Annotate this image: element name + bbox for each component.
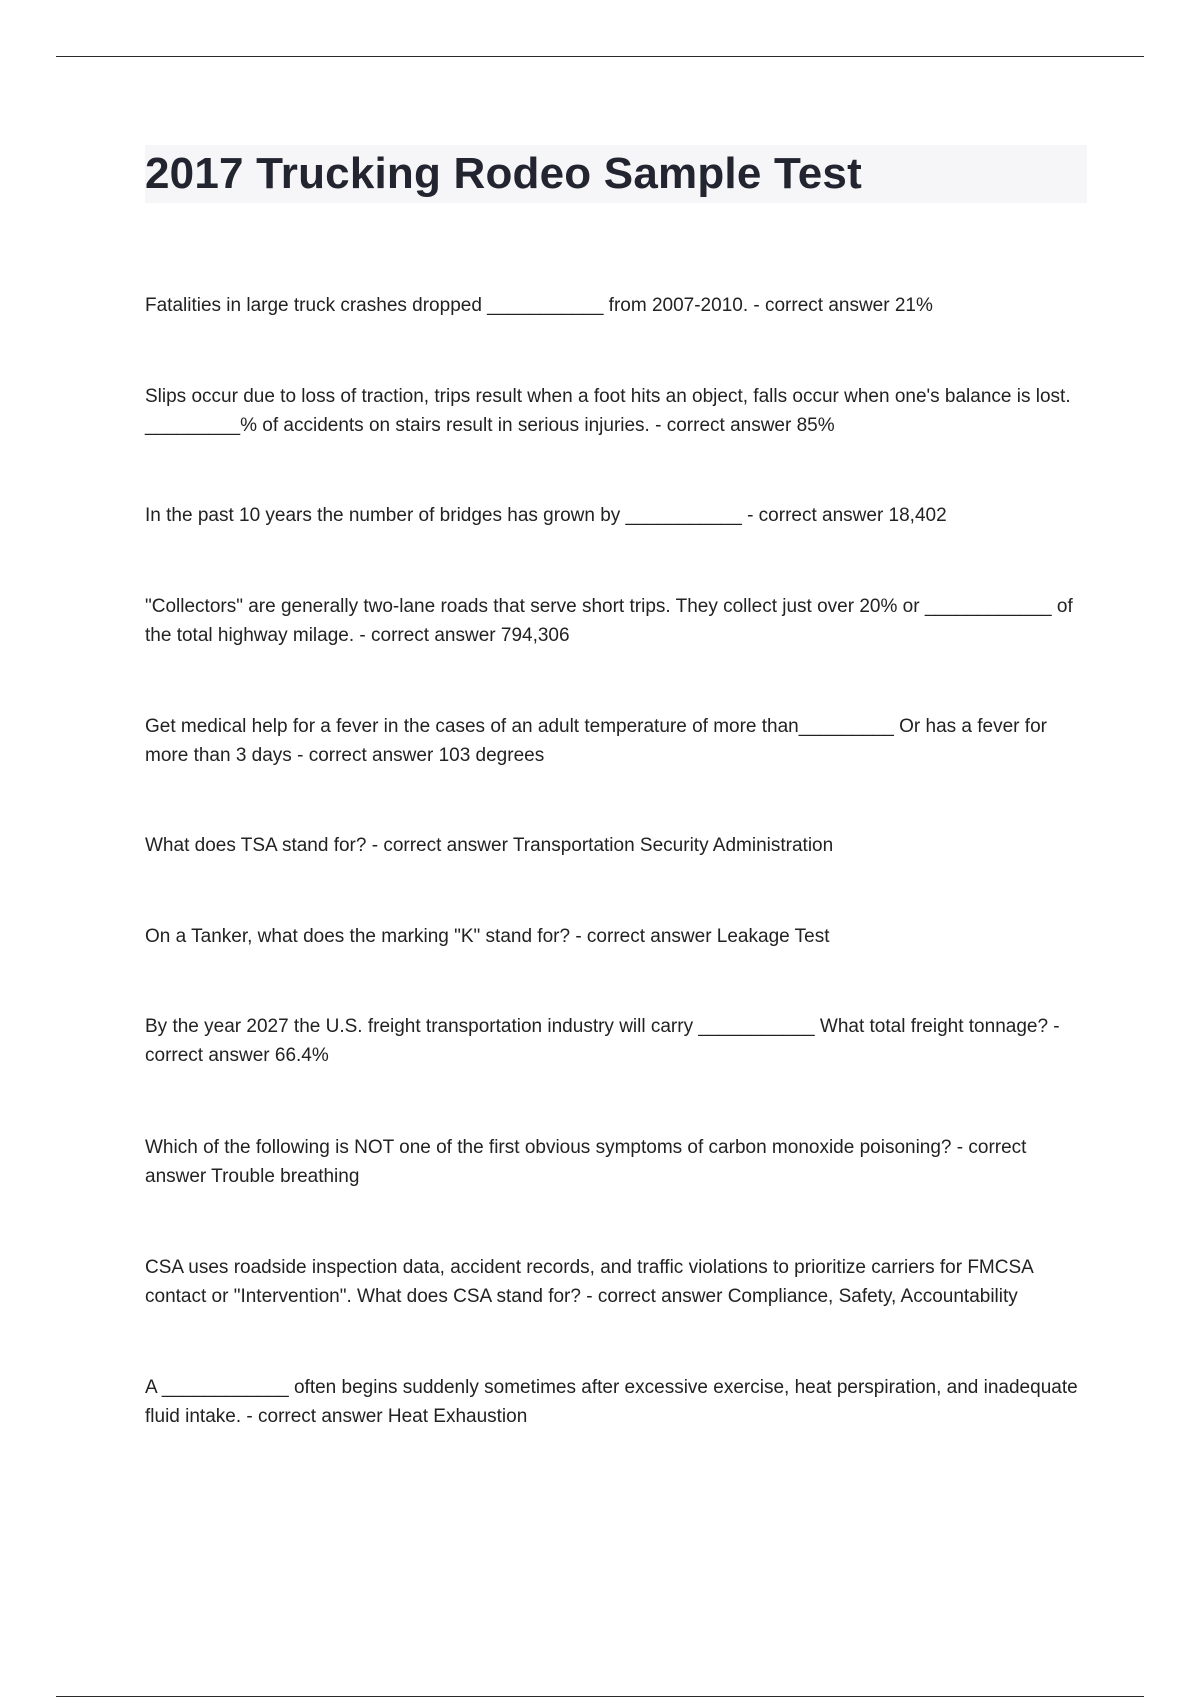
top-divider [56, 56, 1144, 57]
document-title: 2017 Trucking Rodeo Sample Test [145, 149, 862, 198]
question-item: Get medical help for a fever in the cases of an adult temperature of more than_________ Or has a fever for more than 3 days - correct answer 103 degrees [145, 716, 1047, 766]
question-item: By the year 2027 the U.S. freight transportation industry will carry ___________ What total freight tonnage? - correct answer 66.4% [145, 1016, 1060, 1066]
question-item: On a Tanker, what does the marking "K" stand for? - correct answer Leakage Test [145, 926, 830, 947]
bottom-divider [56, 1696, 1144, 1697]
question-item: Slips occur due to loss of traction, trips result when a foot hits an object, falls occur when one's balance is lost. _________% of accidents on stairs result in serious injuries. - correct answer 85% [145, 386, 1071, 436]
question-item: In the past 10 years the number of bridges has grown by ___________ - correct answer 18,402 [145, 505, 947, 526]
question-item: A ____________ often begins suddenly sometimes after excessive exercise, heat perspiration, and inadequate fluid intake. - correct answer Heat Exhaustion [145, 1377, 1078, 1427]
question-item: "Collectors" are generally two-lane roads that serve short trips. They collect just over 20% or ____________ of the total highway milage. - correct answer 794,306 [145, 596, 1073, 646]
question-item: What does TSA stand for? - correct answer Transportation Security Administration [145, 835, 834, 856]
question-item: Fatalities in large truck crashes dropped ___________ from 2007-2010. - correct answer 21% [145, 295, 933, 316]
question-item: Which of the following is NOT one of the first obvious symptoms of carbon monoxide poisoning? - correct answer Trouble breathing [145, 1137, 1027, 1187]
question-item: CSA uses roadside inspection data, accident records, and traffic violations to prioritize carriers for FMCSA contact or "Intervention". What does CSA stand for? - correct answer Compliance, Safety, Accountability [145, 1257, 1033, 1307]
